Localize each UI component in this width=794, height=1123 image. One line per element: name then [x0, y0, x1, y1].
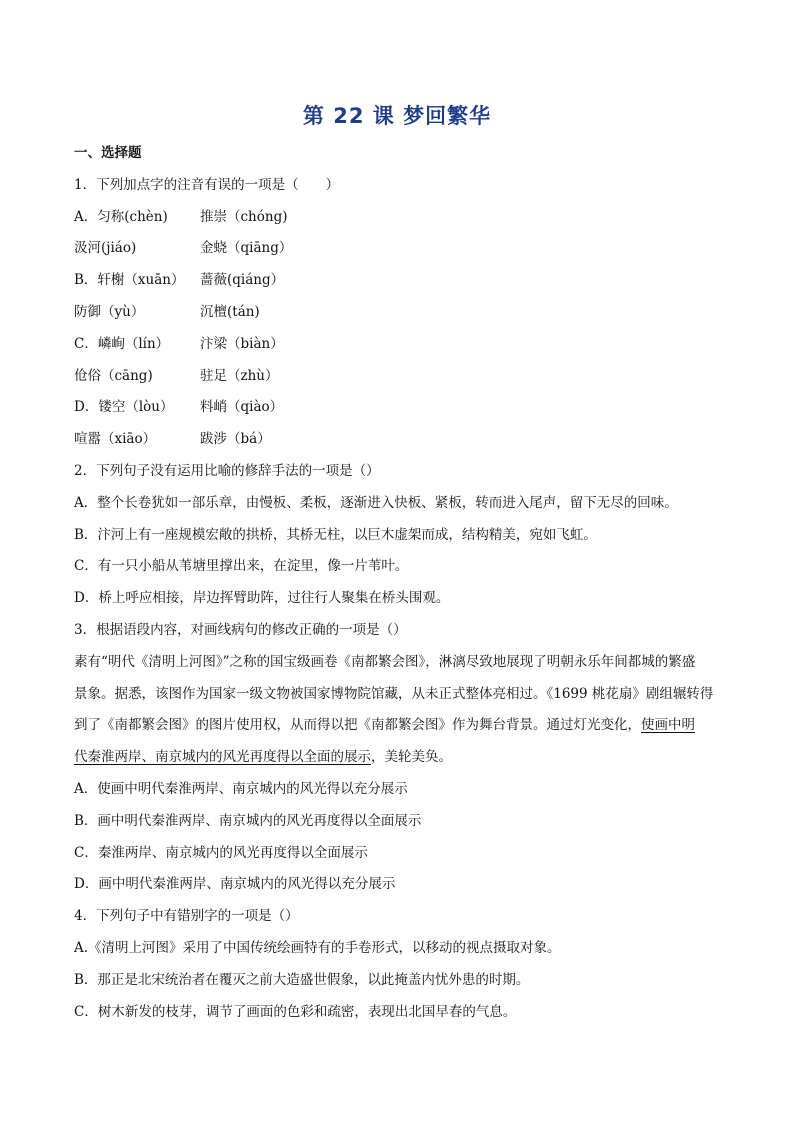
q3-option-d: D．画中明代秦淮两岸、南京城内的风光得以充分展示	[74, 876, 396, 893]
question-4-stem: 4．下列句子中有错别字的一项是（）	[74, 908, 299, 925]
q3-option-b: B．画中明代秦淮两岸、南京城内的风光再度得以全面展示	[74, 812, 422, 829]
q1-option-row	[74, 361, 724, 393]
q1-option-cell: 跋涉（bá）	[200, 431, 271, 448]
q3-passage-line: 素有“明代《清明上河图》”之称的国宝级画卷《南都繁会图》，淋漓尽致地展现了明朝永乐年间都城的繁盛	[74, 653, 696, 670]
q3-passage-line	[74, 710, 724, 742]
q1-option-cell: 喧嚣（xiāo）	[74, 431, 157, 448]
q1-option-cell: 蔷薇(qiáng）	[200, 272, 285, 289]
q1-option-row	[74, 424, 724, 456]
q1-option-row	[74, 297, 724, 329]
q1-option-row	[74, 392, 724, 424]
q1-option-cell: D．镂空（lòu）	[74, 399, 174, 416]
q1-option-cell: 驻足（zhù）	[200, 367, 279, 384]
q1-option-cell: 料峭（qiào）	[200, 399, 284, 416]
q1-option-cell: B．轩榭（xuān）	[74, 272, 185, 289]
q2-option-a: A．整个长卷犹如一部乐章，由慢板、柔板，逐渐进入快板、紧板，转而进入尾声，留下无尽的回味。	[74, 494, 678, 511]
q3-underlined-sentence: 使画中明	[641, 717, 695, 734]
q3-passage-text: 到了《南都繁会图》的图片使用权，从而得以把《南都繁会图》作为舞台背景。通过灯光变化，	[74, 717, 641, 734]
q2-option-d: D．桥上呼应相接，岸边挥臂助阵，过往行人聚集在桥头围观。	[74, 590, 450, 607]
q1-option-cell: 汲河(jiáo)	[74, 240, 137, 257]
q4-option-c: C．树木新发的枝芽，调节了画面的色彩和疏密，表现出北国早春的气息。	[74, 1003, 517, 1020]
q1-option-row	[74, 202, 724, 234]
q1-option-cell: 金蛲（qiāng）	[200, 240, 293, 257]
q1-option-row	[74, 233, 724, 265]
q3-passage-text: ，美轮美奂。	[371, 749, 452, 766]
page-title: 第 22 课 梦回繁华	[302, 104, 492, 128]
q1-option-cell: 沉檀(tán)	[200, 303, 260, 320]
q3-passage-line: 景象。据悉，该图作为国家一级文物被国家博物院馆藏，从未正式整体亮相过。《1699 桃花扇》剧组辗转得	[74, 685, 714, 702]
q1-option-cell: A．匀称(chèn)	[74, 208, 168, 225]
q1-option-cell: 伧俗（cāng)	[74, 367, 153, 384]
question-2-stem: 2．下列句子没有运用比喻的修辞手法的一项是（）	[74, 462, 380, 479]
q3-option-a: A．使画中明代秦淮两岸、南京城内的风光得以充分展示	[74, 780, 408, 797]
section-heading: 一、选择题	[74, 145, 142, 161]
q3-underlined-sentence: 代秦淮两岸、南京城内的风光再度得以全面的展示	[74, 749, 371, 766]
q2-option-b: B．汴河上有一座规模宏敞的拱桥，其桥无柱，以巨木虚架而成，结构精美，宛如飞虹。	[74, 526, 597, 543]
q1-option-cell: 汴梁（biàn）	[200, 335, 284, 352]
q2-option-c: C．有一只小船从苇塘里撑出来，在淀里，像一片苇叶。	[74, 558, 409, 575]
q1-option-cell: C．嶙峋（lín）	[74, 335, 170, 352]
q1-option-row	[74, 265, 724, 297]
q3-passage-line	[74, 742, 724, 774]
q1-option-cell: 推崇（chóng)	[200, 208, 288, 225]
q1-option-row	[74, 329, 724, 361]
q1-option-cell: 防御（yù）	[74, 303, 145, 320]
q4-option-a: A.《清明上河图》采用了中国传统绘画特有的手卷形式，以移动的视点摄取对象。	[74, 939, 561, 956]
q3-option-c: C．秦淮两岸、南京城内的风光再度得以全面展示	[74, 844, 368, 861]
document-body	[74, 138, 724, 1028]
q4-option-b: B．那正是北宋统治者在覆灭之前大造盛世假象，以此掩盖内忧外患的时期。	[74, 971, 530, 988]
question-1-stem: 1．下列加点字的注音有误的一项是（ ）	[74, 176, 340, 193]
question-3-stem: 3．根据语段内容，对画线病句的修改正确的一项是（）	[74, 621, 407, 638]
